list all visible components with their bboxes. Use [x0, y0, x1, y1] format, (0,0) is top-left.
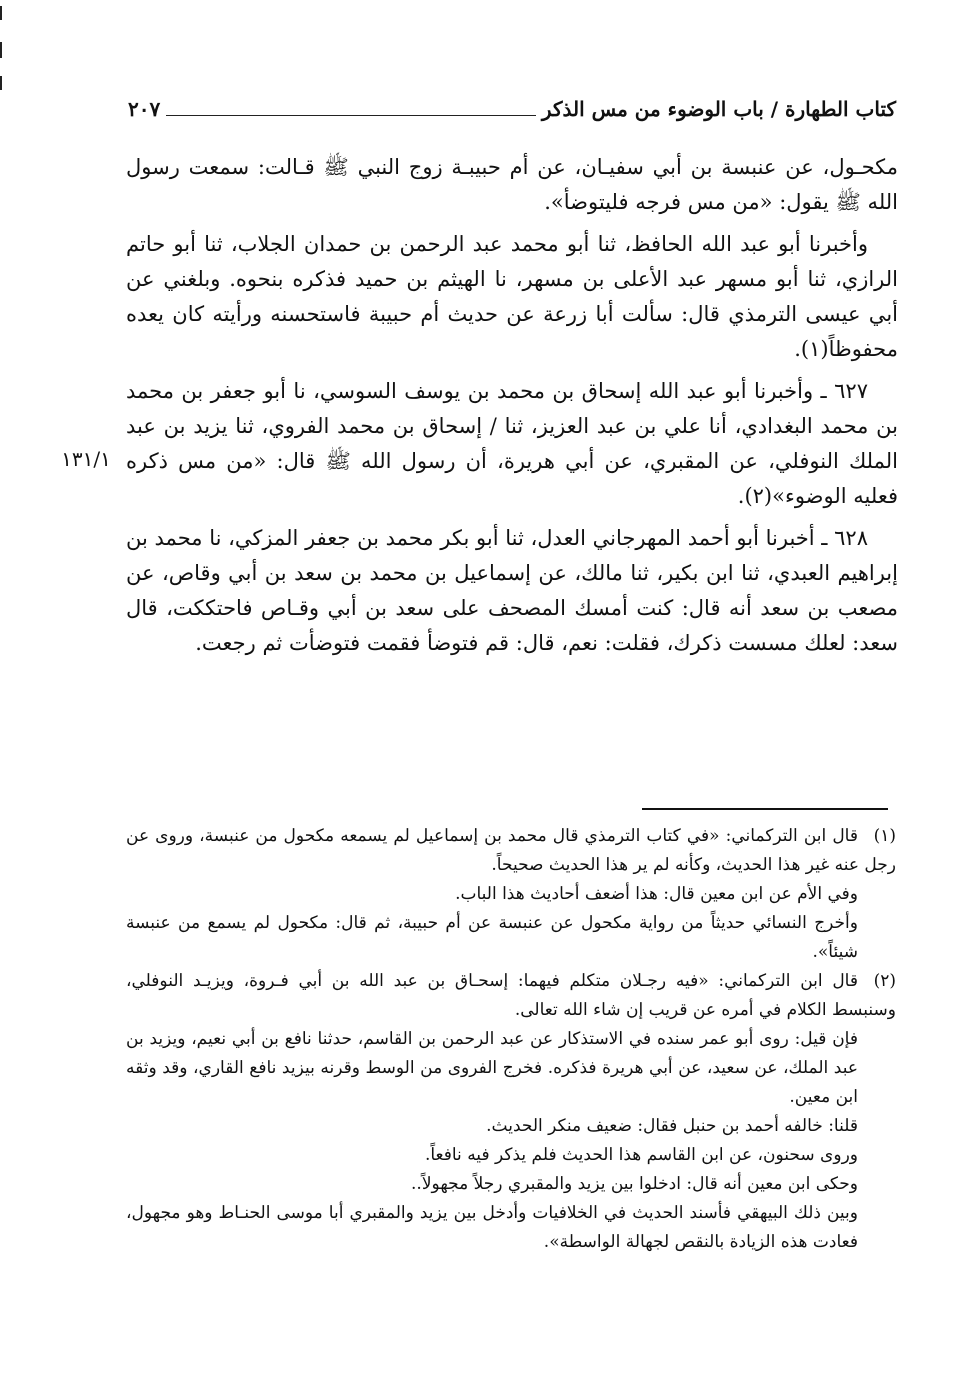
margin-mark: [0, 76, 2, 90]
page-number: ٢٠٧: [128, 97, 161, 121]
footnote-1-line: وفي الأم عن ابن معين قال: هذا أضعف أحاديث هذا الباب.: [455, 884, 858, 904]
header-title: كتاب الطهارة / باب الوضوء من مس الذكر: [541, 97, 896, 121]
footnote-2-line: (٢)قال ابن التركماني: «فيه رجـلان متكلم فيهما: إسحـاق بن عبد الله بن أبي فـروة، ويزيـد النوفلي، وسنبسط الكلام في أمره عن قريب إن شاء الله تعالى.: [126, 967, 896, 1025]
footnote-number: (٢): [873, 971, 896, 991]
footnote-1-line: (١)قال ابن التركماني: «في كتاب الترمذي قال محمد بن إسماعيل لم يسمعه مكحول من عنبسة، وروى عن رجل عنه غير هذا الحديث، وكأنه لم ير هذا الحديث صحيحاً.: [126, 822, 896, 880]
footnote-1-line: وأخرج النسائي حديثاً من رواية مكحول عن عنبسة عن أم حبيبة، ثم قال: مكحول لم يسمع من عنبسة شيئاً».: [126, 913, 858, 962]
footnote-2-line: وحكى ابن معين أنه قال: ادخلوا بين يزيد والمقبري رجلاً مجهولاً..: [411, 1174, 858, 1194]
footnote-2-line: قلنا: خالفه أحمد بن حنبل فقال: ضعيف منكر الحديث.: [486, 1116, 858, 1136]
footnote-separator: [642, 808, 888, 810]
header-rule: [166, 115, 536, 116]
footnote-2-line: وروى سحنون، عن ابن القاسم هذا الحديث فلم يذكر فيه نافعاً.: [424, 1145, 858, 1165]
margin-volume-page-note: ١٣١/١: [61, 447, 111, 471]
hadith-628: ٦٢٨ ـ أخبرنا أبو أحمد المهرجاني العدل، ثنا أبو بكر محمد بن جعفر المزكي، نا محمد بن إبراهيم العبدي، ثنا ابن بكير، ثنا مالك، عن إسماعيل بن محمد بن سعد بن أبي وقاص، عن مصعب بن سعد أنه قال: كنت أمسك المصحف على سعد بن أبي وقـاص فاحتككت، قال سعد: لعلك مسست ذكرك، فقلت: نعم، قال: قم فتوضأ فقمت فتوضأت ثم رجعت.: [126, 526, 898, 655]
running-header: [128, 92, 896, 126]
paragraph: مكحـول، عن عنبسة بن أبي سفيـان، عن أم حبيبـة زوج النبي ﷺ قـالت: سمعت رسول الله ﷺ يقول: «من مس فرجه فليتوضأ».: [126, 155, 898, 214]
footnote-2-line: وبين ذلك البيهقي فأسند الحديث في الخلافيات وأدخل بين يزيد والمقبري أبا موسى الحنـاط وهو مجهول، فعادت هذه الزيادة بالنقص لجهالة الواسطة».: [126, 1203, 858, 1252]
footnotes: [126, 822, 896, 1257]
footnote-2-line: فإن قيل: روى أبو عمر سنده في الاستذكار عن عبد الرحمن بن القاسم، حدثنا نافع بن أبي نعيم، ويزيد بن عبد الملك، عن سعيد، عن أبي هريرة فذكره. فخرج الفروى من الوسط وقرنه بيزيد نافع القاري، وقد وثقه ابن معين.: [126, 1029, 858, 1107]
margin-mark: [0, 42, 2, 58]
margin-marks: [0, 6, 4, 96]
main-text: [126, 150, 898, 668]
hadith-627: ٦٢٧ ـ وأخبرنا أبو عبد الله إسحاق بن محمد بن يوسف السوسي، نا أبو جعفر بن محمد بن محمد البغدادي، أنا علي بن عبد العزيز، ثنا / إسحاق بن محمد الفروي، ثنا يزيد بن عبد الملك النوفلي، عن المقبري، عن أبي هريرة، أن رسول الله ﷺ قال: «من مس ذكره فعليه الوضوء»(٢).: [126, 379, 898, 508]
footnote-number: (١): [873, 826, 896, 846]
paragraph: وأخبرنا أبو عبد الله الحافظ، ثنا أبو محمد عبد الرحمن بن حمدان الجلاب، ثنا أبو حاتم الرازي، ثنا أبو مسهر عبد الأعلى بن مسهر، نا الهيثم بن حميد فذكره بنحوه. وبلغني عن أبي عيسى الترمذي قال: سألت أبا زرعة عن حديث أم حبيبة فاستحسنه ورأيته كان يعده محفوظاً(١).: [126, 232, 898, 361]
margin-mark: [0, 6, 2, 20]
